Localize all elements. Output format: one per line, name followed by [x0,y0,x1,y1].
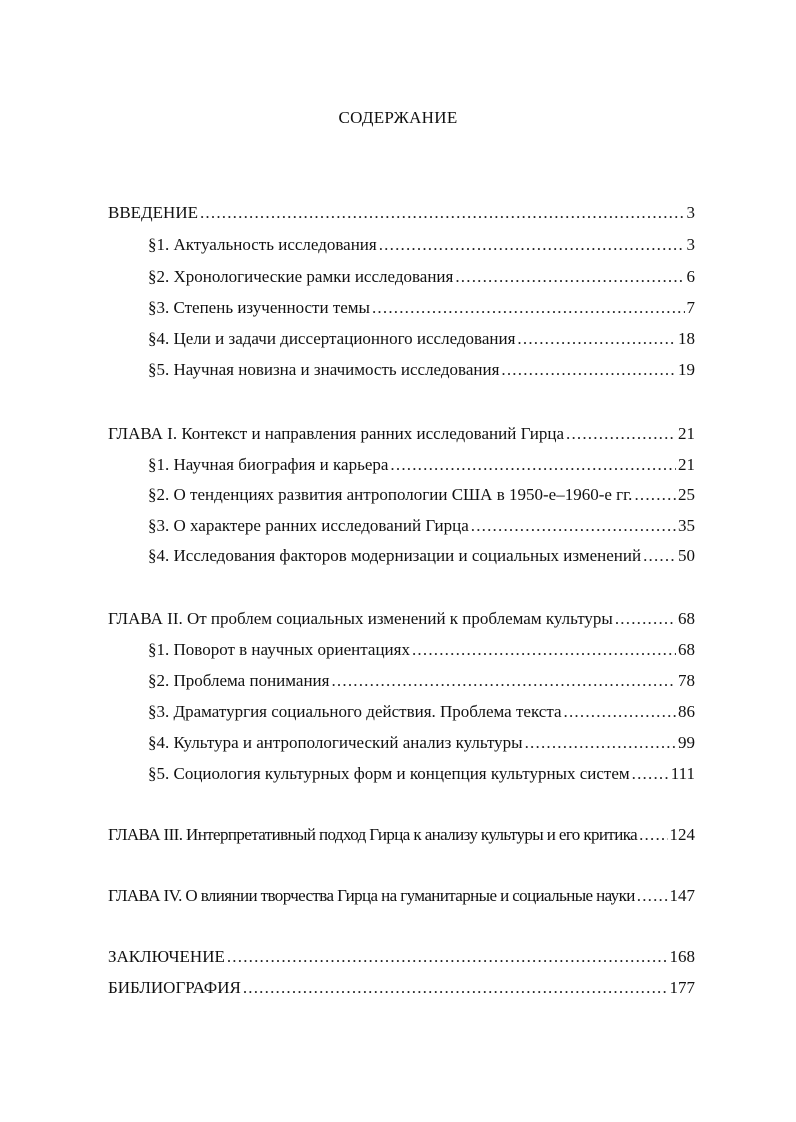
toc-leader-dots [200,203,685,223]
toc-entry-text: §4. Исследования факторов модернизации и социальных изменений [148,546,642,565]
toc-entry-section [148,267,695,287]
toc-page-number: 25 [678,485,695,504]
toc-entry-text: §2. Проблема понимания [148,671,330,690]
page-title: СОДЕРЖАНИЕ [338,108,458,127]
toc-entry-section [148,702,695,722]
toc-entry-text: ГЛАВА II. От проблем социальных изменений к проблемам культуры [108,609,613,628]
toc-entry-section [148,485,695,505]
toc-leader-dots [632,764,669,784]
toc-entry-text: §1. Актуальность исследования [148,235,377,254]
toc-entry-text: ГЛАВА III. Интерпретативный подход Гирца к анализу культуры и его критика [108,825,638,844]
toc-entry-text: §3. Драматургия социального действия. Проблема текста [148,702,562,721]
toc-leader-dots [501,360,676,380]
toc-page-number: 147 [669,886,695,905]
toc-leader-dots [566,424,676,444]
toc-page-number: 168 [669,947,695,966]
toc-leader-dots [525,733,676,753]
toc-entry-text: ВВЕДЕНИЕ [108,203,198,222]
toc-entry-section [148,360,695,380]
toc-leader-dots [243,978,668,998]
toc-entry-text: БИБЛИОГРАФИЯ [108,978,241,997]
toc-page-number: 35 [678,516,695,535]
toc-entry-chapter-2 [108,609,695,629]
toc-entry-introduction [108,203,695,223]
toc-page-number: 111 [670,764,695,783]
toc-leader-dots [390,455,676,475]
toc-leader-dots [643,546,676,566]
toc-entry-text: §3. Степень изученности темы [148,298,370,317]
toc-page-number: 3 [686,235,695,254]
toc-entry-text: §3. О характере ранних исследований Гирца [148,516,469,535]
toc-entry-text: §1. Научная биография и карьера [148,455,389,474]
toc-page-number: 6 [686,267,695,286]
toc-leader-dots [372,298,685,318]
toc-page-number: 19 [678,360,695,379]
toc-leader-dots [637,886,668,906]
toc-entry-section [148,640,695,660]
toc-entry-chapter-1 [108,424,695,444]
toc-leader-dots [564,702,676,722]
toc-page-number: 50 [678,546,695,565]
toc-entry-section [148,298,695,318]
toc-leader-dots [517,329,676,349]
toc-page-number: 21 [678,424,695,443]
toc-page-number: 124 [669,825,695,844]
toc-page-number: 68 [678,609,695,628]
toc-entry-text: ГЛАВА I. Контекст и направления ранних исследований Гирца [108,424,564,443]
toc-page-number: 86 [678,702,695,721]
toc-entry-text: §2. Хронологические рамки исследования [148,267,454,286]
toc-entry-section [148,671,695,691]
toc-entry-text: §1. Поворот в научных ориентациях [148,640,410,659]
toc-page-number: 78 [678,671,695,690]
toc-entry-chapter-3 [108,825,695,845]
toc-page-number: 21 [678,455,695,474]
toc-page-number: 99 [678,733,695,752]
toc-entry-section [148,329,695,349]
toc-entry-text: §5. Научная новизна и значимость исследования [148,360,500,379]
toc-entry-bibliography [108,978,695,998]
toc-leader-dots [471,516,676,536]
toc-page-number: 18 [678,329,695,348]
toc-entry-section [148,455,695,475]
toc-entry-text: §2. О тенденциях развития антропологии США в 1950-е–1960-е гг. [148,485,633,504]
toc-leader-dots [227,947,668,967]
toc-leader-dots [455,267,684,287]
toc-entry-text: §4. Цели и задачи диссертационного исследования [148,329,516,348]
toc-entry-text: §5. Социология культурных форм и концепция культурных систем [148,764,630,783]
toc-entry-section [148,516,695,536]
toc-entry-section [148,733,695,753]
toc-page-number: 177 [669,978,695,997]
toc-entry-section [148,546,695,566]
toc-entry-conclusion [108,947,695,967]
toc-entry-text: ГЛАВА IV. О влиянии творчества Гирца на гуманитарные и социальные науки [108,886,635,905]
toc-entry-section [148,764,695,784]
toc-leader-dots [331,671,676,691]
toc-leader-dots [615,609,676,629]
toc-page-number: 3 [686,203,695,222]
toc-leader-dots [379,235,685,255]
toc-entry-section [148,235,695,255]
toc-page-number: 7 [686,298,695,317]
toc-leader-dots [634,485,676,505]
toc-page-number: 68 [678,640,695,659]
toc-entry-chapter-4 [108,886,695,906]
toc-entry-text: ЗАКЛЮЧЕНИЕ [108,947,225,966]
toc-entry-text: §4. Культура и антропологический анализ культуры [148,733,523,752]
toc-leader-dots [412,640,676,660]
toc-leader-dots [639,825,667,845]
